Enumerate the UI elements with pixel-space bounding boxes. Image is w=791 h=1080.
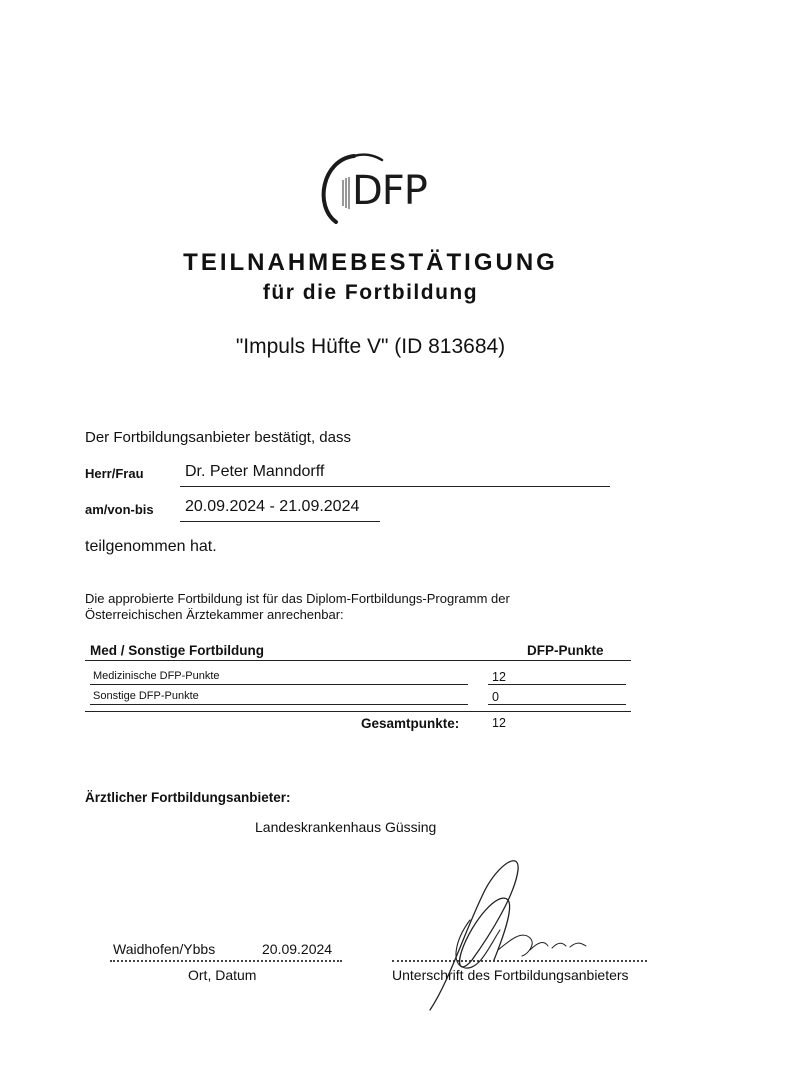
name-label: Herr/Frau (85, 466, 144, 481)
approval-text: Die approbierte Fortbildung ist für das Diplom-Fortbildungs-Programm der Österreichischen Ärztekammer anrechenbar: (85, 591, 510, 622)
table-header-points: DFP-Punkte (527, 643, 604, 658)
document-title: TEILNAHMEBESTÄTIGUNG (183, 249, 558, 276)
table-row-label: Sonstige DFP-Punkte (93, 690, 199, 702)
signing-date: 20.09.2024 (262, 941, 333, 957)
place-date-dotted-line (110, 960, 342, 962)
row-underline (90, 684, 468, 685)
table-row-points: 12 (492, 670, 506, 684)
participant-name: Dr. Peter Manndorff (185, 463, 325, 480)
confirmation-closing: teilgenommen hat. (85, 538, 217, 555)
table-row-points: 0 (492, 690, 499, 704)
participation-dates: 20.09.2024 - 21.09.2024 (185, 498, 360, 515)
row-points-underline (488, 684, 626, 685)
row-underline (90, 704, 468, 705)
dfp-logo (314, 150, 426, 228)
provider-name: Landeskrankenhaus Güssing (255, 819, 437, 835)
table-row-label: Medizinische DFP-Punkte (93, 670, 220, 682)
place: Waidhofen/Ybbs (113, 941, 216, 957)
name-underline (180, 486, 610, 487)
table-header-category: Med / Sonstige Fortbildung (90, 643, 264, 658)
total-label: Gesamtpunkte: (361, 716, 460, 731)
date-underline (180, 521, 380, 522)
course-title: "Impuls Hüfte V" (ID 813684) (235, 335, 506, 358)
table-bottom-rule (85, 711, 631, 712)
confirmation-lead: Der Fortbildungsanbieter bestätigt, dass (85, 429, 351, 446)
handwritten-signature (410, 850, 620, 1020)
total-value: 12 (492, 716, 506, 730)
place-date-caption: Ort, Datum (188, 967, 257, 983)
date-label: am/von-bis (85, 502, 154, 517)
row-points-underline (488, 704, 626, 705)
table-header-rule (85, 660, 631, 661)
logo-text: DFP (352, 168, 427, 214)
document-subtitle: für die Fortbildung (262, 281, 479, 304)
signature-caption: Unterschrift des Fortbildungsanbieters (392, 967, 629, 983)
provider-label: Ärztlicher Fortbildungsanbieter: (85, 790, 291, 805)
